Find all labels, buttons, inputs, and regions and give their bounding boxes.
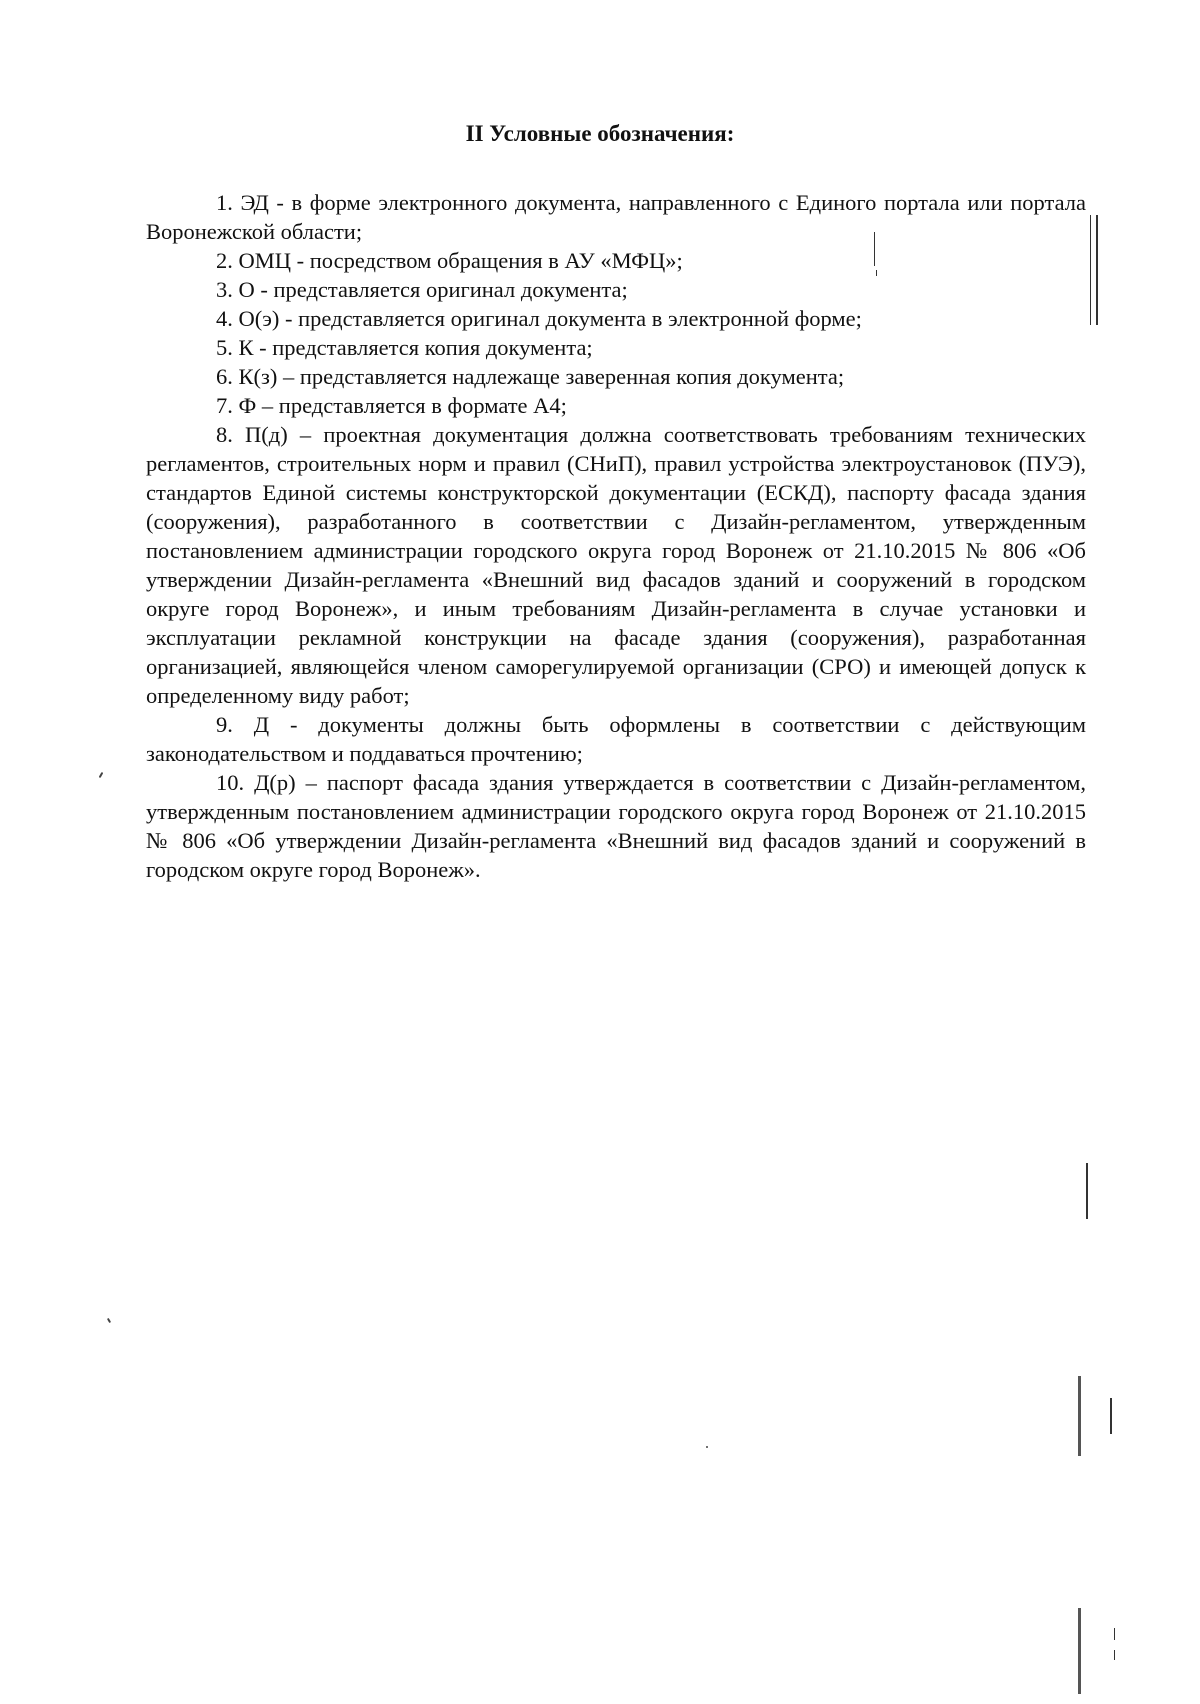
legend-item-dr: 10. Д(р) – паспорт фасада здания утверждается в соответствии с Дизайн-регламентом, утвержденным постановлением администрации городского округа город Воронеж от 21.10.2015 № 806 «Об утверждении Дизайн-регламента «Внешний вид фасадов зданий и сооружений в городском округе город Воронеж». — [146, 770, 1086, 882]
scan-artifact — [1086, 1163, 1088, 1219]
scan-artifact — [1096, 215, 1098, 325]
legend-list — [146, 188, 1086, 884]
legend-item-o: 3. О - представляется оригинал документа; — [216, 277, 628, 302]
scan-speck — [706, 1446, 708, 1448]
legend-item-omc: 2. ОМЦ - посредством обращения в АУ «МФЦ»; — [216, 248, 683, 273]
scan-artifact — [1110, 1398, 1112, 1434]
legend-item-ed: 1. ЭД - в форме электронного документа, направленного с Единого портала или портала Воронежской области; — [146, 190, 1086, 244]
legend-item-pd: 8. П(д) – проектная документация должна соответствовать требованиям технических регламентов, строительных норм и правил (СНиП), правил устройства электроустановок (ПУЭ), стандартов Единой системы конструкторской документации (ЕСКД), паспорту фасада здания (сооружения), разработанного в соответствии с Дизайн-регламентом, утвержденным постановлением администрации городского округа город Воронеж от 21.10.2015 № 806 «Об утверждении Дизайн-регламента «Внешний вид фасадов зданий и сооружений в городском округе город Воронеж», и иным требованиям Дизайн-регламента в случае установки и эксплуатации рекламной конструкции на фасаде здания (сооружения), разработанная организацией, являющейся членом саморегулируемой организации (СРО) и имеющей допуск к определенному виду работ; — [146, 422, 1086, 708]
scan-speck — [99, 772, 104, 778]
scan-artifact — [1114, 1628, 1115, 1640]
section-title: II Условные обозначения: — [465, 121, 735, 146]
scan-artifact — [874, 232, 875, 266]
scan-artifact — [1078, 1608, 1081, 1694]
scan-speck — [107, 1318, 111, 1323]
legend-item-f: 7. Ф – представляется в формате А4; — [216, 393, 567, 418]
scan-artifact — [1114, 1650, 1115, 1660]
legend-item-oe: 4. О(э) - представляется оригинал документа в электронной форме; — [216, 306, 862, 331]
legend-item-d: 9. Д - документы должны быть оформлены в соответствии с действующим законодательством и поддаваться прочтению; — [146, 712, 1086, 766]
scan-artifact — [1078, 1376, 1081, 1456]
legend-item-k: 5. К - представляется копия документа; — [216, 335, 593, 360]
legend-item-kz: 6. К(з) – представляется надлежаще заверенная копия документа; — [216, 364, 845, 389]
scan-artifact — [876, 270, 877, 276]
scan-artifact — [1090, 215, 1091, 325]
